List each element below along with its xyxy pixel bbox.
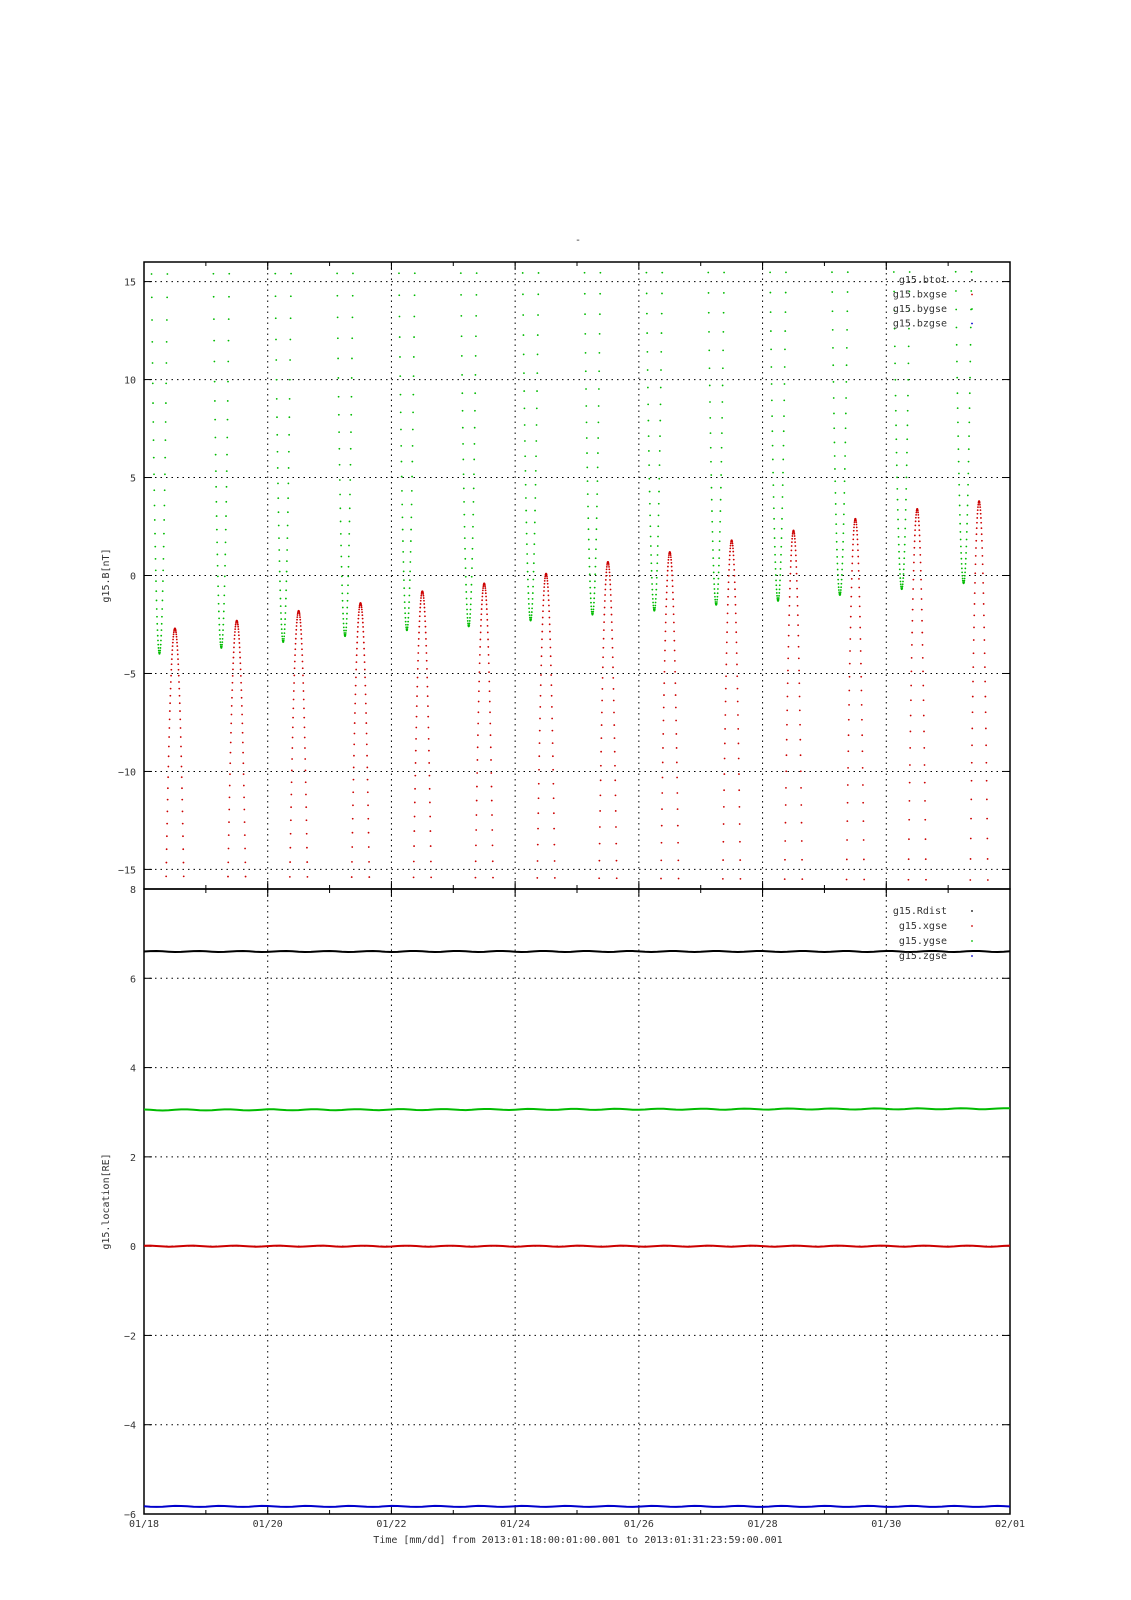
- bygse-valley-8: [646, 272, 664, 612]
- x-tick-label: 01/18: [128, 1519, 160, 1530]
- y-tick-label: −4: [123, 1420, 136, 1432]
- bxgse-peak-11: [846, 518, 865, 881]
- y-tick-label: 0: [129, 571, 136, 583]
- bxgse-peak-7: [598, 561, 617, 879]
- legend-marker-zgse: [971, 955, 973, 957]
- legend-label-zgse: g15.zgse: [898, 951, 947, 962]
- y-tick-label: −5: [123, 669, 136, 681]
- legend-label-bygse: g15.bygse: [892, 304, 947, 315]
- legend-marker-xgse: [971, 925, 973, 927]
- legend-marker-Rdist: [971, 910, 973, 912]
- x-tick-label: 01/24: [500, 1519, 531, 1530]
- x-tick-label: 01/22: [376, 1519, 407, 1530]
- bygse-valley-2: [274, 273, 292, 643]
- bygse-valley-13: [955, 271, 973, 584]
- y-tick-label: 2: [129, 1152, 136, 1164]
- series-line-bzgse: [144, 1506, 1010, 1507]
- y-tick-label: 6: [129, 974, 136, 986]
- x-tick-label: 01/26: [623, 1519, 654, 1530]
- time-axis: [129, 1519, 1025, 1530]
- bxgse-peak-12: [908, 508, 927, 881]
- legend-label-bzgse: g15.bzgse: [892, 318, 947, 330]
- legend-label-ygse: g15.ygse: [898, 936, 947, 947]
- series-line-bxgse: [144, 1246, 1010, 1247]
- bxgse-peak-2: [289, 610, 308, 878]
- location-lines: [144, 951, 1010, 1507]
- legend-marker-bzgse: [971, 323, 973, 325]
- legend-location: [893, 906, 973, 962]
- page-title-mark: -: [574, 235, 582, 246]
- bxgse-peak-10: [784, 530, 803, 880]
- y-tick-label: 15: [123, 277, 136, 289]
- series-dots: [151, 271, 989, 891]
- legend-marker-bxgse: [971, 294, 973, 296]
- bxgse-peak-13: [969, 500, 988, 881]
- x-tick-label: 02/01: [994, 1519, 1026, 1530]
- bygse-valley-5: [460, 272, 478, 627]
- y-tick-label: −2: [123, 1331, 136, 1343]
- plot-frame: [144, 889, 1010, 1514]
- series-line-bygse: [144, 1108, 1010, 1110]
- legend-marker-bygse: [971, 308, 973, 310]
- legend-field: [893, 275, 973, 330]
- location-panel: [101, 885, 1010, 1521]
- y-axis-label: g15.B[nT]: [101, 548, 112, 603]
- y-tick-label: 8: [129, 885, 136, 896]
- bygse-valley-1: [213, 273, 231, 649]
- bxgse-peak-3: [351, 602, 370, 878]
- y-tick-label: −10: [117, 767, 136, 779]
- y-tick-label: 10: [123, 375, 136, 387]
- bxgse-peak-4: [413, 590, 432, 878]
- y-tick-label: 0: [129, 1242, 136, 1254]
- legend-label-bxgse: g15.bxgse: [892, 289, 947, 301]
- x-tick-label: 01/28: [747, 1519, 778, 1530]
- bygse-valley-3: [336, 273, 354, 638]
- bygse-valley-9: [707, 272, 725, 606]
- bygse-valley-11: [831, 271, 849, 596]
- y-axis-label: g15.location[RE]: [101, 1153, 112, 1250]
- bygse-valley-7: [584, 272, 602, 616]
- bxgse-peak-6: [536, 573, 555, 879]
- bxgse-peak-0: [165, 628, 185, 892]
- x-tick-label: 01/20: [252, 1519, 283, 1530]
- legend-label-Rdist: g15.Rdist: [892, 906, 947, 917]
- bygse-valley-10: [769, 271, 787, 601]
- legend-label-xgse: g15.xgse: [898, 921, 947, 932]
- y-tick-label: −6: [123, 1510, 136, 1521]
- magnetic-field-panel: [101, 262, 1010, 891]
- plot-frame: [144, 262, 1010, 889]
- x-axis-label: Time [mm/dd] from 2013:01:18:00:01:00.001 to 2013:01:31:23:59:00.001: [373, 1535, 783, 1546]
- y-tick-label: −15: [117, 865, 136, 877]
- bxgse-peak-1: [227, 620, 246, 878]
- y-tick-label: 4: [129, 1063, 136, 1075]
- legend-label-btot: g15.btot: [898, 275, 947, 286]
- bxgse-peak-8: [660, 551, 679, 879]
- bygse-valley-4: [398, 272, 416, 631]
- bxgse-peak-9: [722, 539, 741, 879]
- bygse-valley-0: [151, 273, 169, 655]
- legend-marker-btot: [971, 279, 973, 281]
- bygse-valley-6: [522, 272, 540, 621]
- legend-marker-ygse: [971, 940, 973, 942]
- bxgse-peak-5: [475, 582, 494, 878]
- x-tick-label: 01/30: [871, 1519, 902, 1530]
- y-tick-label: 5: [129, 473, 136, 485]
- series-line-btot: [144, 951, 1010, 952]
